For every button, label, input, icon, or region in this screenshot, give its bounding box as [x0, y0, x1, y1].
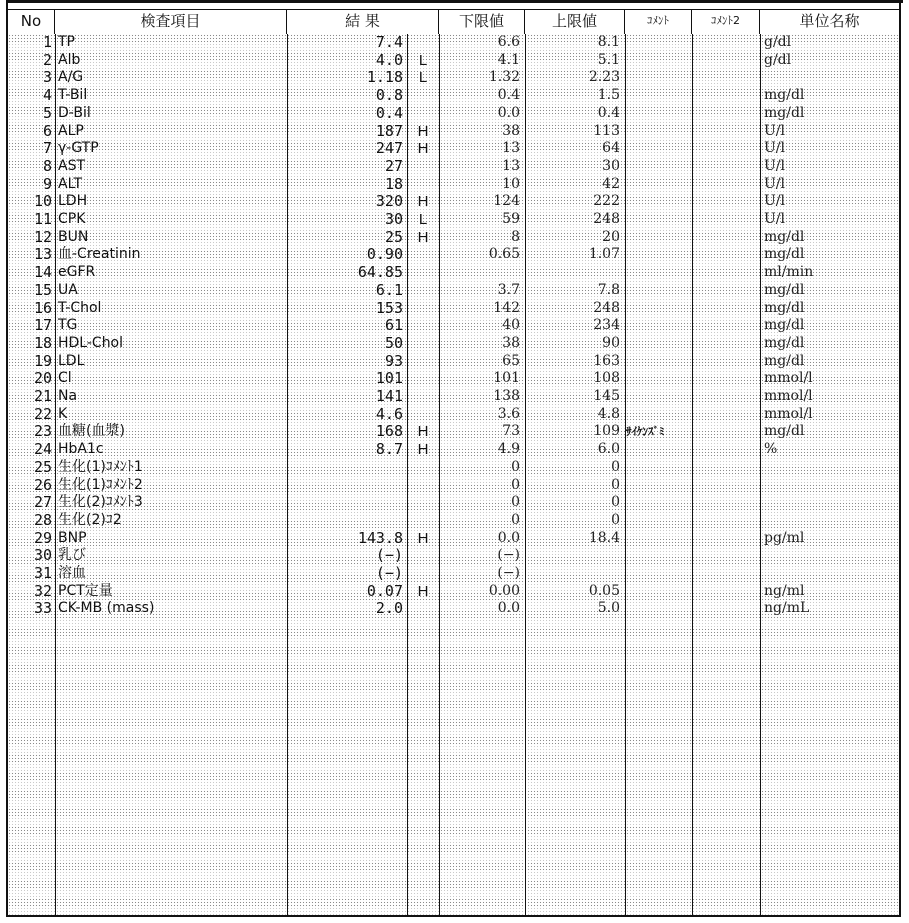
cell-unit: ng/mL	[764, 600, 810, 617]
cell-no: 29	[33, 529, 52, 547]
cell-unit: %	[764, 441, 778, 458]
table-row	[8, 317, 899, 334]
cell-item: D-Bil	[58, 104, 91, 121]
row-band	[8, 799, 899, 808]
cell-upper: 0	[611, 476, 620, 493]
cell-no: 1	[42, 34, 52, 51]
table-row	[8, 477, 899, 494]
header-no: No	[8, 10, 55, 34]
cell-item: Na	[58, 388, 78, 404]
cell-lower: 3.6	[497, 405, 520, 422]
table-row	[8, 335, 899, 352]
cell-item: ALP	[58, 122, 84, 139]
cell-no: 2	[42, 51, 52, 69]
cell-unit: U/l	[764, 122, 785, 139]
table-row	[8, 441, 899, 458]
row-band	[8, 637, 899, 646]
cell-item: K	[58, 405, 68, 422]
cell-no: 15	[33, 281, 52, 299]
table-row	[8, 176, 899, 193]
cell-no: 13	[33, 246, 52, 264]
cell-flag: H	[417, 441, 429, 459]
table-row	[8, 34, 899, 51]
cell-result: 8.7	[375, 441, 403, 459]
cell-lower: 4.9	[497, 441, 520, 458]
cell-unit: mg/dl	[764, 104, 805, 121]
cell-result: 7.4	[375, 34, 403, 51]
cell-lower: 65	[502, 352, 520, 369]
cell-item: Cl	[58, 370, 72, 387]
cell-no: 27	[33, 494, 52, 512]
cell-flag: H	[417, 228, 429, 246]
cell-flag: H	[417, 122, 429, 140]
cell-unit: mg/dl	[764, 317, 805, 334]
cell-lower: 13	[502, 140, 520, 157]
cell-result: 1.18	[366, 69, 403, 87]
cell-lower: 38	[502, 334, 520, 351]
cell-lower: 0	[511, 476, 520, 493]
row-band	[8, 781, 899, 790]
cell-no: 11	[33, 211, 52, 228]
row-band	[8, 871, 899, 880]
cell-flag: H	[417, 423, 429, 441]
cell-result: 143.8	[357, 529, 403, 547]
table-row	[8, 512, 899, 529]
row-band	[8, 745, 899, 754]
cell-no: 3	[42, 69, 52, 87]
cell-upper: 0.05	[588, 582, 620, 599]
cell-unit: mmol/l	[764, 388, 813, 404]
cell-item: LDL	[58, 352, 85, 369]
cell-upper: 7.8	[597, 281, 620, 298]
cell-unit: U/l	[764, 193, 785, 210]
table-row	[8, 246, 899, 263]
cell-lower: 6.6	[497, 34, 520, 50]
cell-lower: 1.32	[488, 69, 520, 86]
cell-lower: 0.0	[497, 529, 520, 546]
cell-unit: mg/dl	[764, 228, 805, 245]
cell-item: γ-GTP	[58, 140, 99, 157]
cell-unit: mg/dl	[764, 423, 805, 440]
cell-flag: L	[418, 211, 428, 228]
cell-item: 生化(1)ｺﾒﾝﾄ2	[58, 476, 143, 493]
cell-item: 乳び	[58, 547, 86, 564]
cell-unit: U/l	[764, 140, 785, 157]
cell-no: 9	[42, 175, 52, 193]
cell-no: 26	[33, 476, 52, 494]
cell-unit: mg/dl	[764, 87, 805, 104]
cell-upper: 18.4	[588, 529, 620, 546]
cell-unit: mg/dl	[764, 334, 805, 351]
header-lower: 下限値	[439, 10, 525, 34]
cell-upper: 108	[593, 370, 620, 387]
cell-no: 33	[33, 600, 52, 618]
cell-result: 64.85	[357, 264, 403, 282]
cell-no: 5	[42, 104, 52, 122]
cell-no: 30	[33, 547, 52, 565]
cell-lower: 59	[502, 211, 520, 227]
cell-result: 187	[375, 122, 403, 140]
cell-upper: 234	[593, 317, 620, 334]
lab-report-sheet	[6, 0, 901, 917]
cell-no: 24	[33, 441, 52, 459]
cell-lower: 3.7	[497, 281, 520, 298]
cell-item: 血-Creatinin	[58, 246, 141, 263]
cell-result: 141	[375, 388, 403, 405]
top-border	[8, 0, 903, 3]
cell-flag: L	[418, 69, 428, 87]
cell-flag: H	[417, 529, 429, 547]
table-row	[8, 87, 899, 104]
header-comment2: ｺﾒﾝﾄ2	[692, 10, 760, 34]
cell-result: 101	[375, 370, 403, 388]
cell-no: 12	[33, 228, 52, 246]
cell-lower: 38	[502, 122, 520, 139]
row-band	[8, 853, 899, 862]
row-band	[8, 817, 899, 826]
cell-upper: 90	[602, 334, 620, 351]
cell-lower: 101	[493, 370, 520, 387]
cell-unit: ng/ml	[764, 582, 805, 599]
cell-item: AST	[58, 157, 86, 174]
table-row	[8, 423, 899, 440]
cell-item: 血糖(血漿)	[58, 423, 125, 440]
table-row	[8, 406, 899, 423]
cell-lower: 138	[493, 388, 520, 404]
cell-item: T-Bil	[58, 87, 88, 104]
table-row	[8, 69, 899, 86]
cell-no: 32	[33, 582, 52, 600]
cell-upper: 4.8	[597, 405, 620, 422]
cell-lower: 0.0	[497, 600, 520, 617]
cell-result: 0.8	[375, 87, 403, 105]
cell-result: 168	[375, 423, 403, 441]
cell-result: 50	[384, 334, 403, 352]
cell-no: 16	[33, 299, 52, 317]
table-row	[8, 547, 899, 564]
cell-no: 21	[33, 388, 52, 405]
cell-no: 8	[42, 157, 52, 175]
header-item: 検査項目	[55, 10, 287, 34]
cell-upper: 64	[602, 140, 620, 157]
cell-item: CPK	[58, 211, 86, 227]
cell-result: 320	[375, 193, 403, 211]
cell-item: LDH	[58, 193, 88, 210]
cell-upper: 42	[602, 175, 620, 192]
cell-result: 30	[384, 211, 403, 228]
cell-item: 生化(1)ｺﾒﾝﾄ1	[58, 458, 143, 475]
cell-no: 22	[33, 405, 52, 423]
cell-result: 153	[375, 299, 403, 317]
table-row	[8, 211, 899, 228]
cell-no: 23	[33, 423, 52, 441]
cell-result: 0.4	[375, 104, 403, 122]
cell-lower: 40	[502, 317, 520, 334]
cell-no: 6	[42, 122, 52, 140]
row-band	[8, 907, 899, 915]
cell-flag: H	[417, 193, 429, 211]
cell-lower: 142	[493, 299, 520, 316]
cell-unit: mg/dl	[764, 352, 805, 369]
cell-upper: 1.5	[597, 87, 620, 104]
table-row	[8, 583, 899, 600]
cell-comment: ｻｲｹﾝｽﾞﾐ	[626, 425, 665, 439]
cell-no: 7	[42, 140, 52, 158]
cell-upper: 1.07	[588, 246, 620, 263]
cell-no: 31	[33, 565, 52, 582]
cell-result: 61	[384, 317, 403, 335]
cell-no: 19	[33, 352, 52, 370]
cell-lower: 0.4	[497, 87, 520, 104]
cell-no: 28	[33, 511, 52, 529]
cell-lower: 0	[511, 494, 520, 511]
table-row	[8, 530, 899, 547]
cell-flag: H	[417, 140, 429, 158]
cell-item: eGFR	[58, 264, 96, 281]
row-band	[8, 691, 899, 700]
cell-no: 20	[33, 370, 52, 388]
cell-upper: 145	[593, 388, 620, 404]
cell-upper: 20	[602, 228, 620, 245]
cell-upper: 163	[593, 352, 620, 369]
cell-lower: 0	[511, 511, 520, 528]
cell-lower: (−)	[497, 565, 520, 581]
table-row	[8, 600, 899, 617]
row-band	[8, 727, 899, 736]
cell-item: BNP	[58, 529, 87, 546]
table-row	[8, 105, 899, 122]
cell-result: 18	[384, 175, 403, 193]
cell-unit: mmol/l	[764, 370, 813, 387]
cell-upper: 109	[593, 423, 620, 440]
cell-no: 18	[33, 334, 52, 352]
cell-upper: 0	[611, 458, 620, 475]
cell-unit: pg/ml	[764, 529, 805, 546]
cell-upper: 113	[593, 122, 620, 139]
cell-upper: 2.23	[588, 69, 620, 86]
cell-flag: H	[417, 582, 429, 600]
cell-item: 生化(2)ｺﾒﾝﾄ3	[58, 494, 143, 511]
cell-result: 247	[375, 140, 403, 158]
cell-flag: L	[418, 51, 428, 69]
table-body	[8, 34, 899, 915]
cell-lower: 13	[502, 157, 520, 174]
cell-item: 生化(2)ｺ2	[58, 511, 122, 528]
cell-upper: 30	[602, 157, 620, 174]
cell-result: (−)	[375, 565, 403, 582]
cell-result: 6.1	[375, 281, 403, 299]
cell-upper: 6.0	[597, 441, 620, 458]
cell-lower: 0.00	[488, 582, 520, 599]
cell-upper: 8.1	[597, 34, 620, 50]
cell-result: 93	[384, 352, 403, 370]
cell-result: 0.90	[366, 246, 403, 264]
cell-upper: 248	[593, 299, 620, 316]
table-row	[8, 370, 899, 387]
cell-lower: 10	[502, 175, 520, 192]
cell-unit: U/l	[764, 157, 785, 174]
cell-result: 4.0	[375, 51, 403, 69]
row-band	[8, 763, 899, 772]
cell-upper: 248	[593, 211, 620, 227]
cell-item: CK-MB (mass)	[58, 600, 155, 617]
cell-unit: ml/min	[764, 264, 814, 281]
cell-unit: g/dl	[764, 51, 792, 68]
row-band	[8, 619, 899, 628]
table-row	[8, 52, 899, 69]
table-row	[8, 264, 899, 281]
table-row	[8, 229, 899, 246]
table-row	[8, 193, 899, 210]
cell-item: TP	[58, 34, 75, 50]
cell-no: 14	[33, 264, 52, 282]
cell-upper: 222	[593, 193, 620, 210]
cell-upper: 0	[611, 511, 620, 528]
row-band	[8, 889, 899, 898]
cell-result: 2.0	[375, 600, 403, 618]
cell-item: 溶血	[58, 565, 86, 581]
cell-item: HDL-Chol	[58, 334, 124, 351]
cell-item: PCT定量	[58, 582, 113, 599]
cell-no: 4	[42, 87, 52, 105]
cell-item: HbA1c	[58, 441, 104, 458]
row-band	[8, 655, 899, 664]
header-upper: 上限値	[525, 10, 625, 34]
cell-lower: 0.0	[497, 104, 520, 121]
table-row	[8, 353, 899, 370]
table-row	[8, 282, 899, 299]
header-comment: ｺﾒﾝﾄ	[625, 10, 692, 34]
cell-upper: 0	[611, 494, 620, 511]
cell-lower: 4.1	[497, 51, 520, 68]
table-row	[8, 388, 899, 405]
table-row	[8, 158, 899, 175]
cell-no: 10	[33, 193, 52, 211]
cell-upper: 5.1	[597, 51, 620, 68]
cell-item: A/G	[58, 69, 84, 86]
cell-upper: 5.0	[597, 600, 620, 617]
cell-item: BUN	[58, 228, 89, 245]
cell-unit: mg/dl	[764, 299, 805, 316]
cell-lower: 0	[511, 458, 520, 475]
table-row	[8, 300, 899, 317]
row-band	[8, 835, 899, 844]
header-unit: 単位名称	[799, 12, 860, 30]
cell-unit: mg/dl	[764, 246, 805, 263]
table-row	[8, 494, 899, 511]
cell-result: 25	[384, 228, 403, 246]
cell-no: 17	[33, 317, 52, 335]
table-row	[8, 565, 899, 582]
cell-item: UA	[58, 281, 78, 298]
cell-lower: 73	[502, 423, 520, 440]
cell-lower: (−)	[497, 547, 520, 564]
table-row	[8, 123, 899, 140]
cell-lower: 0.65	[488, 246, 520, 263]
cell-unit: mmol/l	[764, 405, 813, 422]
cell-item: TG	[58, 317, 78, 334]
cell-unit: mg/dl	[764, 281, 805, 298]
table-header	[8, 9, 899, 35]
table-row	[8, 459, 899, 476]
cell-result: 4.6	[375, 405, 403, 423]
cell-no: 25	[33, 458, 52, 476]
cell-upper: 0.4	[597, 104, 620, 121]
row-band	[8, 673, 899, 682]
cell-result: (−)	[375, 547, 403, 565]
table-row	[8, 140, 899, 157]
header-result: 結 果	[287, 10, 439, 34]
cell-result: 0.07	[366, 582, 403, 600]
cell-item: T-Chol	[58, 299, 102, 316]
cell-unit: U/l	[764, 211, 785, 227]
cell-lower: 8	[511, 228, 520, 245]
cell-item: Alb	[58, 51, 81, 68]
row-band	[8, 709, 899, 718]
cell-item: ALT	[58, 175, 83, 192]
cell-unit: g/dl	[764, 34, 792, 50]
cell-unit: U/l	[764, 175, 785, 192]
cell-lower: 124	[493, 193, 520, 210]
cell-result: 27	[384, 157, 403, 175]
